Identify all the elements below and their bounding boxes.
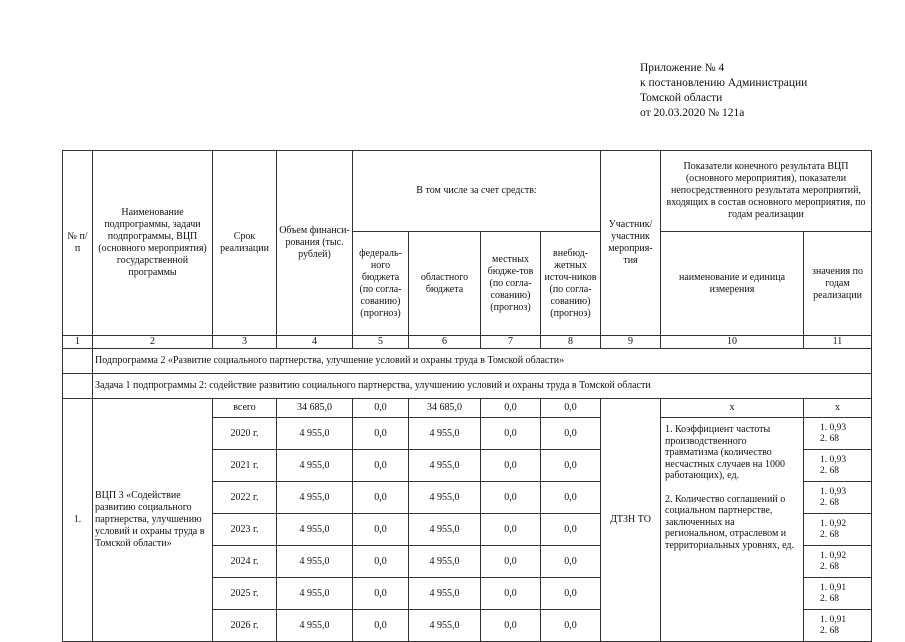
value-1: 1. 0,93 [820,454,847,465]
indicator-1: 1. Коэффициент частоты производственного травматизма (количество несчастных случаев на 1000 работающих), ед. [665,424,785,481]
local-cell: 0,0 [481,418,541,450]
appendix-line: к постановлению Администрации [640,77,808,89]
federal-cell: 0,0 [353,450,409,482]
value-1: 1. 0,93 [820,486,847,497]
extra-cell: 0,0 [541,482,601,514]
value-2: 2. 68 [820,497,839,508]
task-title: Задача 1 подпрограммы 2: содействие развитию социального партнерства, улучшению условий и охраны труда в Томской области [93,374,872,399]
col-number: 7 [481,336,541,349]
appendix-line: от 20.03.2020 № 121а [640,107,745,119]
period-cell: 2020 г. [213,418,277,450]
indicator-values [804,418,872,450]
regional-cell: 4 955,0 [409,482,481,514]
period-cell: 2026 г. [213,610,277,642]
value-1: 1. 0,91 [820,614,847,625]
col-number: 9 [601,336,661,349]
volume-cell: 4 955,0 [277,514,353,546]
value-1: 1. 0,92 [820,550,847,561]
regional-cell: 4 955,0 [409,546,481,578]
header-ind-name: наименование и единица измерения [661,232,804,336]
header-ind-values: значения по годам реализации [804,232,872,336]
subprogram-row [63,349,872,374]
local-cell: 0,0 [481,546,541,578]
period-cell: 2022 г. [213,482,277,514]
col-number: 3 [213,336,277,349]
local-cell: 0,0 [481,450,541,482]
indicator-values [804,514,872,546]
extra-cell: 0,0 [541,514,601,546]
volume-cell: 4 955,0 [277,482,353,514]
local-cell: 0,0 [481,514,541,546]
federal-cell: 0,0 [353,399,409,418]
volume-cell: 4 955,0 [277,450,353,482]
federal-cell: 0,0 [353,418,409,450]
regional-cell: 4 955,0 [409,450,481,482]
federal-cell: 0,0 [353,482,409,514]
local-cell: 0,0 [481,578,541,610]
extra-cell: 0,0 [541,610,601,642]
value-2: 2. 68 [820,561,839,572]
header-name: Наименование подпрограммы, задачи подпрограммы, ВЦП (основного мероприятия) государственной программы [93,151,213,336]
indicators-cell [661,418,804,642]
value-2: 2. 68 [820,465,839,476]
appendix-header [640,61,807,121]
x-mark: x [661,399,804,418]
col-number: 5 [353,336,409,349]
column-numbers-row [63,336,872,349]
federal-cell: 0,0 [353,546,409,578]
indicator-2: 2. Количество соглашений о социальном партнерстве, заключенных на региональном, отраслевом и территориальных уровнях, ед. [665,493,794,551]
item-name: ВЦП 3 «Содействие развитию социального партнерства, улучшению условий и охраны труда в Томской области» [93,399,213,642]
volume-cell: 34 685,0 [277,399,353,418]
col-number: 2 [93,336,213,349]
task-row [63,374,872,399]
indicator-values [804,546,872,578]
period-cell: 2023 г. [213,514,277,546]
period-cell: 2025 г. [213,578,277,610]
federal-cell: 0,0 [353,610,409,642]
indicator-values [804,482,872,514]
col-number: 1 [63,336,93,349]
period-cell: 2021 г. [213,450,277,482]
indicator-values [804,450,872,482]
col-number: 10 [661,336,804,349]
extra-cell: 0,0 [541,450,601,482]
period-cell: всего [213,399,277,418]
col-number: 4 [277,336,353,349]
indicator-values [804,578,872,610]
table-row [63,399,872,418]
appendix-line: Томской области [640,92,723,104]
extra-cell: 0,0 [541,578,601,610]
local-cell: 0,0 [481,482,541,514]
regional-cell: 4 955,0 [409,578,481,610]
regional-cell: 4 955,0 [409,514,481,546]
value-2: 2. 68 [820,529,839,540]
volume-cell: 4 955,0 [277,418,353,450]
header-sources: В том числе за счет средств: [353,151,601,232]
volume-cell: 4 955,0 [277,546,353,578]
local-cell: 0,0 [481,610,541,642]
appendix-title: Приложение № 4 [640,62,725,74]
indicator-values [804,610,872,642]
value-2: 2. 68 [820,433,839,444]
regional-cell: 4 955,0 [409,418,481,450]
regional-cell: 34 685,0 [409,399,481,418]
header-local: местных бюдже-тов (по согла-сованию) (прогноз) [481,232,541,336]
value-1: 1. 0,92 [820,518,847,529]
header-indicators: Показатели конечного результата ВЦП (основного мероприятия), показатели непосредственного результата мероприятий, входящих в состав основного мероприятия, по годам реализации [661,151,872,232]
extra-cell: 0,0 [541,418,601,450]
header-volume: Объем финанси-рования (тыс. рублей) [277,151,353,336]
x-mark: x [804,399,872,418]
extra-cell: 0,0 [541,546,601,578]
volume-cell: 4 955,0 [277,610,353,642]
period-cell: 2024 г. [213,546,277,578]
item-num: 1. [63,399,93,642]
local-cell: 0,0 [481,399,541,418]
federal-cell: 0,0 [353,514,409,546]
value-1: 1. 0,93 [820,422,847,433]
header-participant: Участник/ участник мероприя-тия [601,151,661,336]
value-2: 2. 68 [820,625,839,636]
col-number: 6 [409,336,481,349]
federal-cell: 0,0 [353,578,409,610]
header-federal: федераль-ного бюджета (по согла-сованию) (прогноз) [353,232,409,336]
subprogram-title: Подпрограмма 2 «Развитие социального партнерства, улучшение условий и охраны труда в Томской области» [93,349,872,374]
program-table [62,150,872,642]
col-number: 8 [541,336,601,349]
header-period: Срок реализации [213,151,277,336]
header-num: № п/п [63,151,93,336]
participant-cell: ДТЗН ТО [601,399,661,642]
extra-cell: 0,0 [541,399,601,418]
regional-cell: 4 955,0 [409,610,481,642]
col-number: 11 [804,336,872,349]
value-2: 2. 68 [820,593,839,604]
header-extra: внебюд-жетных источ-ников (по согла-сованию) (прогноз) [541,232,601,336]
header-regional: областного бюджета [409,232,481,336]
value-1: 1. 0,91 [820,582,847,593]
volume-cell: 4 955,0 [277,578,353,610]
